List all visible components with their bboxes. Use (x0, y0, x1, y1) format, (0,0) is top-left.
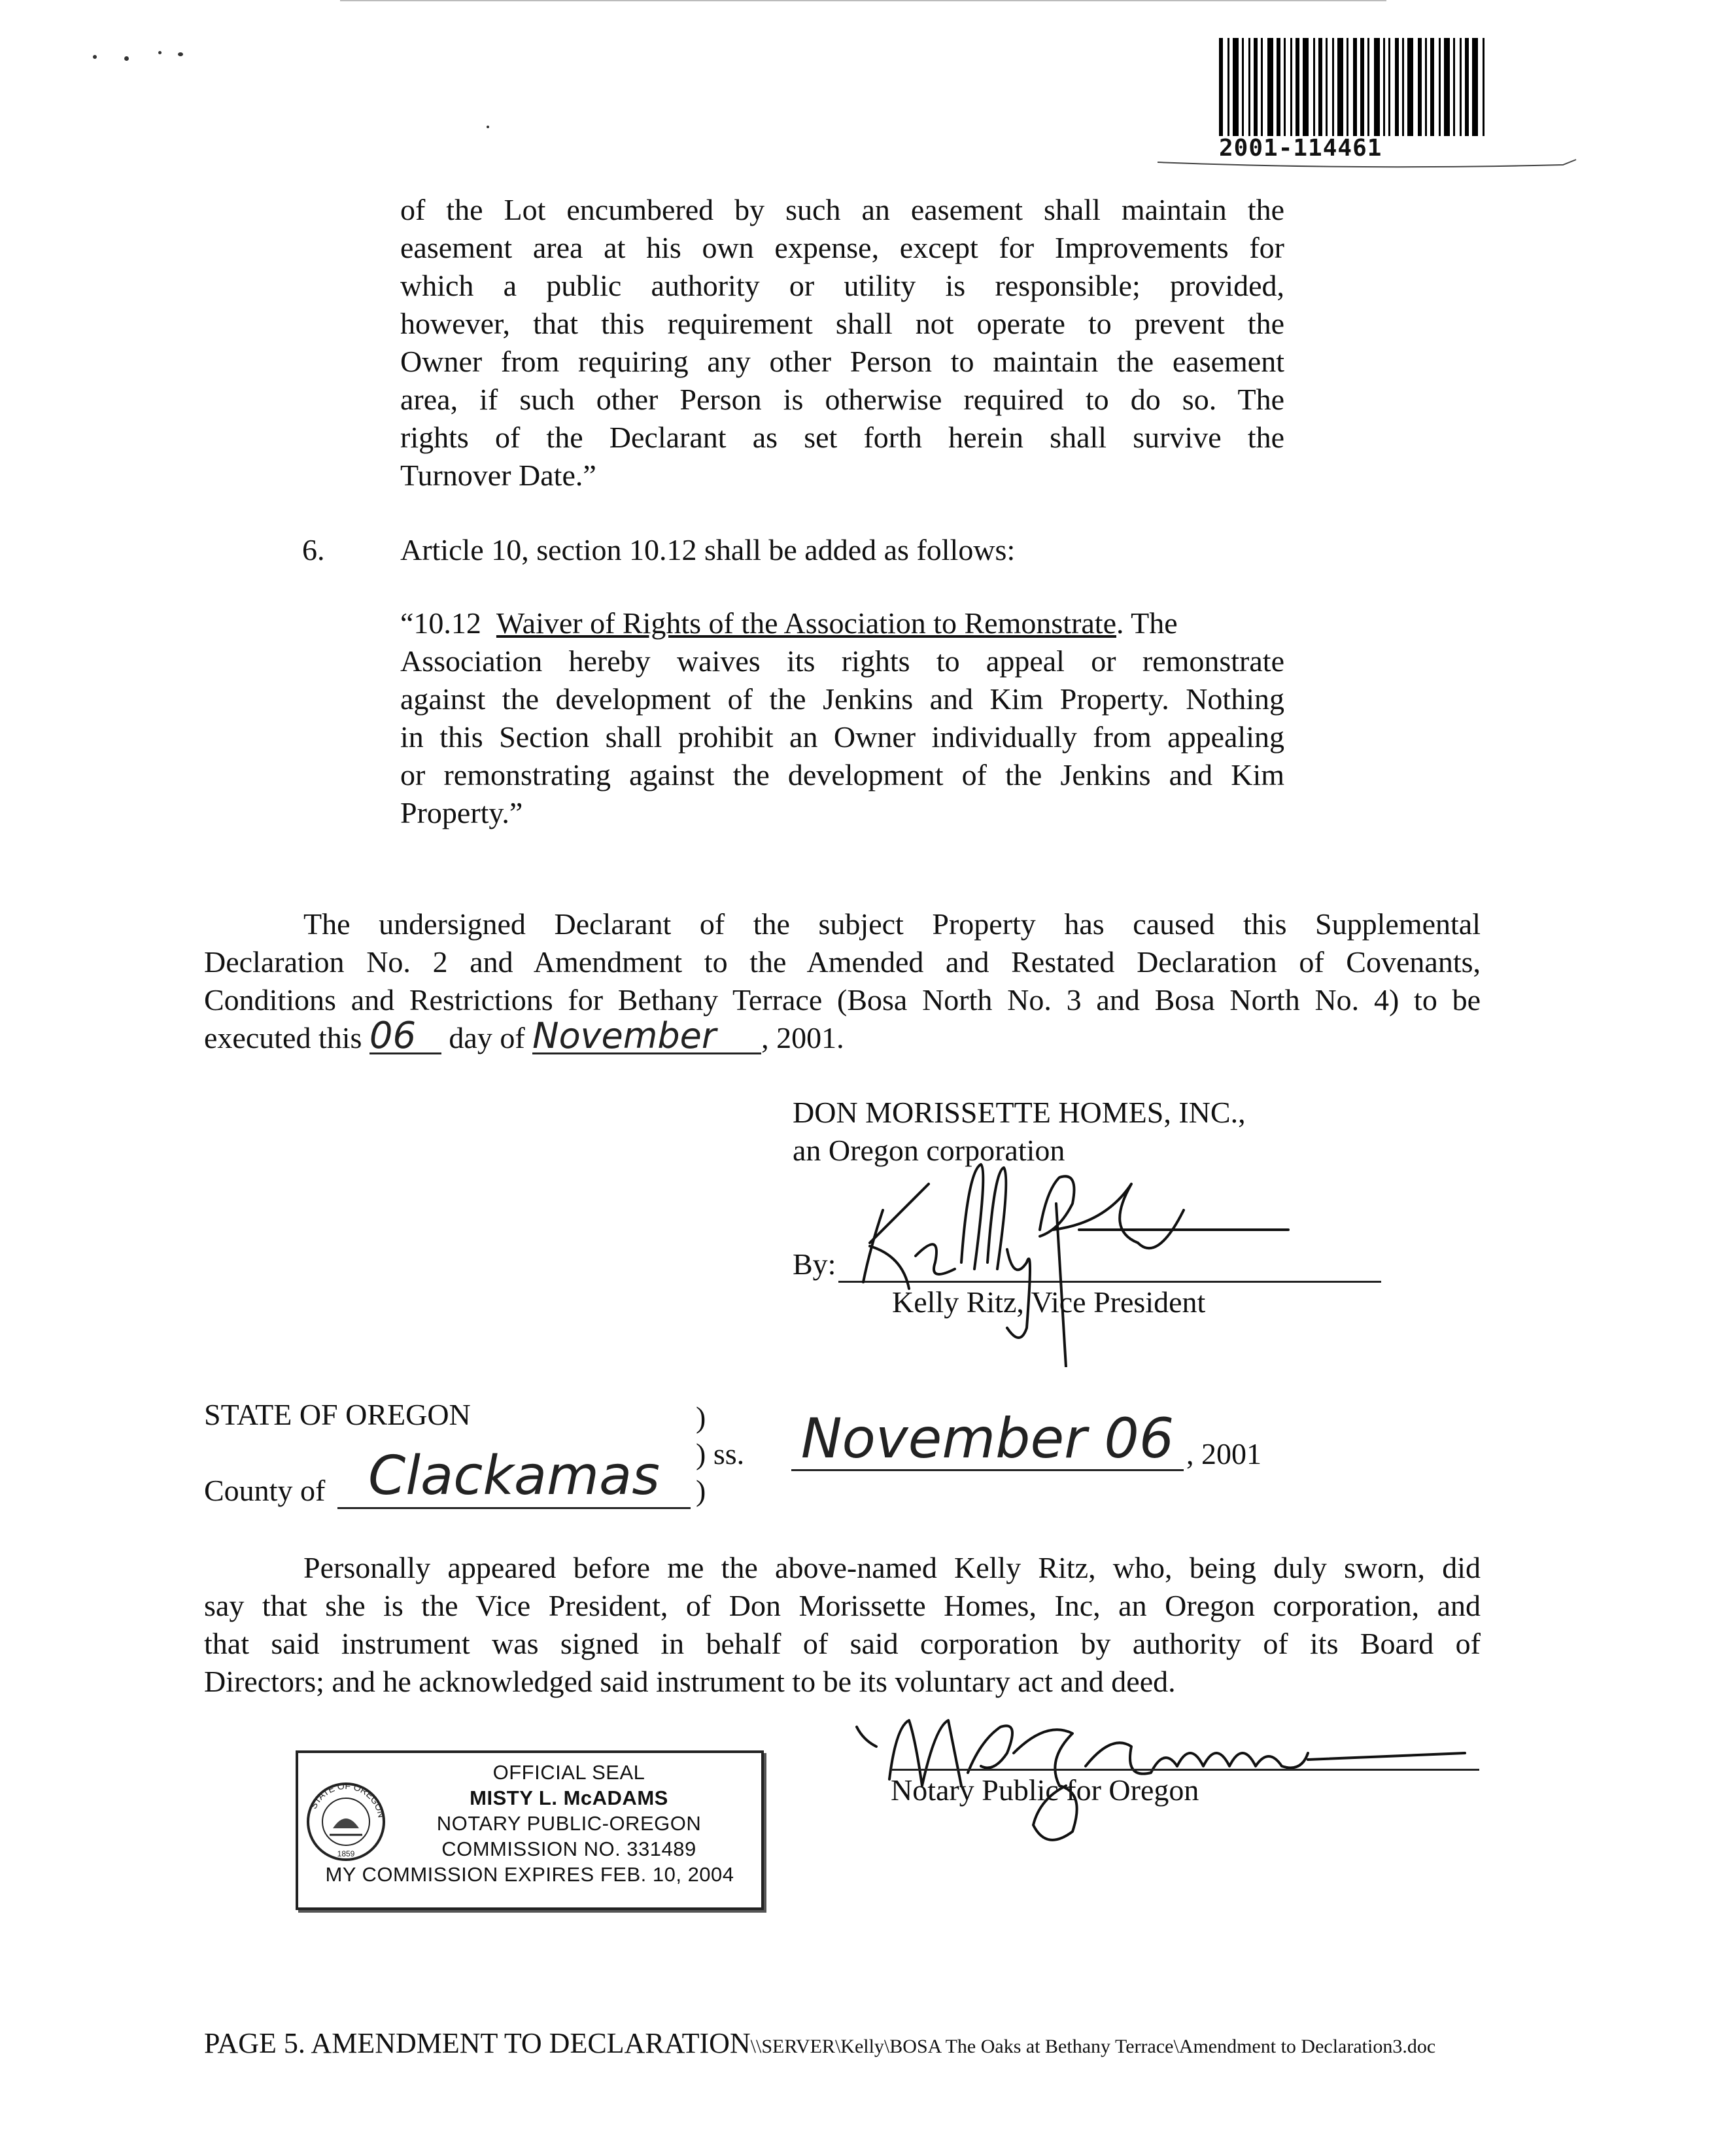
barcode-bar (1227, 38, 1229, 136)
handwritten-day: 06 (369, 1020, 441, 1054)
venue-paren: ) (696, 1474, 706, 1507)
barcode-bar (1395, 38, 1399, 136)
svg-text:STATE OF OREGON (308, 1781, 387, 1818)
text-line: in this Section shall prohibit an Owner individually from appealing (400, 720, 1284, 754)
quote-section-title: Waiver of Rights of the Association to Remonstrate (496, 606, 1116, 640)
quote-first-line (400, 604, 1284, 642)
page-footer (204, 2026, 1435, 2060)
barcode-bar (1296, 38, 1299, 136)
text-line: Directors; and he acknowledged said instrument to be its voluntary act and deed. (204, 1665, 1176, 1698)
handwritten-date: November 06 (791, 1408, 1184, 1471)
barcode-bar (1472, 38, 1478, 136)
text-line: say that she is the Vice President, of Don Morissette Homes, Inc, an Oregon corporation, and (204, 1589, 1481, 1622)
quote-first-rest: . The (1116, 606, 1178, 640)
quoted-section (400, 604, 1284, 832)
seal-expiration: MY COMMISSION EXPIRES FEB. 10, 2004 (325, 1863, 734, 1886)
barcode-bar (1444, 38, 1450, 136)
seal-year: 1859 (337, 1849, 355, 1858)
barcode-bar (1284, 38, 1286, 136)
company-name: DON MORISSETTE HOMES, INC., (793, 1096, 1246, 1129)
scan-speck (487, 126, 489, 128)
barcode-bar (1388, 38, 1390, 136)
venue-paren: ) (696, 1400, 706, 1434)
scan-speck (124, 56, 129, 61)
text-line: easement area at his own expense, except for Improvements for (400, 231, 1284, 264)
barcode-bar (1460, 38, 1462, 136)
text-line: rights of the Declarant as set forth herein shall survive the (400, 421, 1284, 454)
barcode-bar (1347, 38, 1348, 136)
text-line: against the development of the Jenkins and Kim Property. Nothing (400, 682, 1284, 716)
year-suffix: , 2001. (761, 1021, 844, 1054)
text-line: Turnover Date.” (400, 459, 596, 492)
seal-notary-name: MISTY L. McADAMS (470, 1786, 668, 1809)
barcode (1219, 38, 1520, 136)
barcode-bar (1277, 38, 1280, 136)
signer-name: Kelly Ritz, Vice President (892, 1285, 1206, 1319)
text-line: Property.” (400, 796, 523, 829)
company-description: an Oregon corporation (793, 1134, 1065, 1167)
executed-line (204, 1015, 1481, 1057)
barcode-bar (1374, 38, 1380, 136)
barcode-bar (1483, 38, 1484, 136)
executed-prefix: executed this (204, 1021, 362, 1054)
barcode-bar (1367, 38, 1369, 136)
item-number: 6. (302, 533, 325, 566)
barcode-bar (1261, 38, 1263, 136)
text-line: Personally appeared before me the above-named Kelly Ritz, who, being duly sworn, did (303, 1551, 1481, 1584)
venue-state: STATE OF OREGON (204, 1398, 471, 1431)
barcode-bar (1418, 38, 1422, 136)
barcode-bar (1254, 38, 1258, 136)
kelly-ritz-signature (831, 1132, 1354, 1367)
continuation-paragraph (400, 191, 1284, 495)
barcode-bar (1402, 38, 1404, 136)
text-line: area, if such other Person is otherwise required to do so. The (400, 383, 1284, 416)
text-line: Conditions and Restrictions for Bethany Terrace (Bosa North No. 3 and Bosa North No. 4) to be (204, 983, 1481, 1017)
barcode-underline (1158, 156, 1589, 182)
text-line: or remonstrating against the development of the Jenkins and Kim (400, 758, 1284, 791)
footer-file-path: \\SERVER\Kelly\BOSA The Oaks at Bethany Terrace\Amendment to Declaration3.doc (750, 2036, 1436, 2057)
quote-section-number: “10.12 (400, 606, 481, 640)
text-line: Association hereby waives its rights to appeal or remonstrate (400, 644, 1284, 678)
barcode-bar (1233, 38, 1239, 136)
barcode-bar (1337, 38, 1343, 136)
barcode-bar (1453, 38, 1455, 136)
county-label: County of (204, 1474, 326, 1507)
footer-page-label: PAGE 5. AMENDMENT TO DECLARATION (204, 2027, 751, 2059)
barcode-bar (1465, 38, 1469, 136)
acknowledgment-paragraph (204, 1549, 1481, 1701)
barcode-bar (1303, 38, 1309, 136)
recording-number: 2001-114461 (1219, 135, 1382, 162)
barcode-bar (1332, 38, 1334, 136)
scan-speck (158, 51, 162, 54)
day-of-label: day of (449, 1021, 525, 1054)
seal-title: OFFICIAL SEAL (492, 1761, 645, 1784)
barcode-bar (1383, 38, 1385, 136)
scan-speck (93, 55, 97, 59)
text-line: of the Lot encumbered by such an easement shall maintain the (400, 193, 1284, 226)
text-line: Declaration No. 2 and Amendment to the Amended and Restated Declaration of Covenants, (204, 945, 1481, 979)
venue-year: , 2001 (1186, 1437, 1261, 1470)
barcode-bar (1313, 38, 1315, 136)
seal-commission-number: COMMISSION NO. 331489 (441, 1837, 696, 1860)
by-label: By: (793, 1247, 836, 1281)
seal-arc-text: STATE OF OREGON (307, 1780, 387, 1819)
item-text: Article 10, section 10.12 shall be added as follows: (400, 533, 1016, 566)
scan-edge-line (340, 0, 1386, 1)
barcode-bar (1242, 38, 1244, 136)
seal-notary-title: NOTARY PUBLIC-OREGON (436, 1812, 702, 1835)
barcode-bar (1430, 38, 1434, 136)
scan-speck (178, 52, 183, 56)
barcode-bar (1425, 38, 1427, 136)
text-line: which a public authority or utility is responsible; provided, (400, 269, 1284, 302)
barcode-bar (1318, 38, 1322, 136)
handwritten-month: November (532, 1020, 761, 1054)
handwritten-county: Clackamas (337, 1446, 691, 1509)
barcode-bar (1439, 38, 1441, 136)
text-line: Owner from requiring any other Person to maintain the easement (400, 345, 1284, 378)
notary-signature-line (891, 1769, 1479, 1771)
barcode-bar (1353, 38, 1357, 136)
text-line: that said instrument was signed in behalf of said corporation by authority of its Board of (204, 1627, 1481, 1660)
text-line: The undersigned Declarant of the subject Property has caused this Supplemental (303, 907, 1481, 941)
barcode-bar (1267, 38, 1273, 136)
venue-ss: ) ss. (696, 1437, 745, 1470)
barcode-bar (1360, 38, 1364, 136)
execution-paragraph (204, 905, 1481, 1057)
barcode-bar (1407, 38, 1413, 136)
text-line: however, that this requirement shall not operate to prevent the (400, 307, 1284, 340)
barcode-bar (1248, 38, 1250, 136)
barcode-bar (1219, 38, 1223, 136)
notary-label: Notary Public for Oregon (891, 1773, 1199, 1807)
state-seal-emblem (303, 1773, 388, 1871)
barcode-bar (1326, 38, 1328, 136)
barcode-bar (1290, 38, 1292, 136)
